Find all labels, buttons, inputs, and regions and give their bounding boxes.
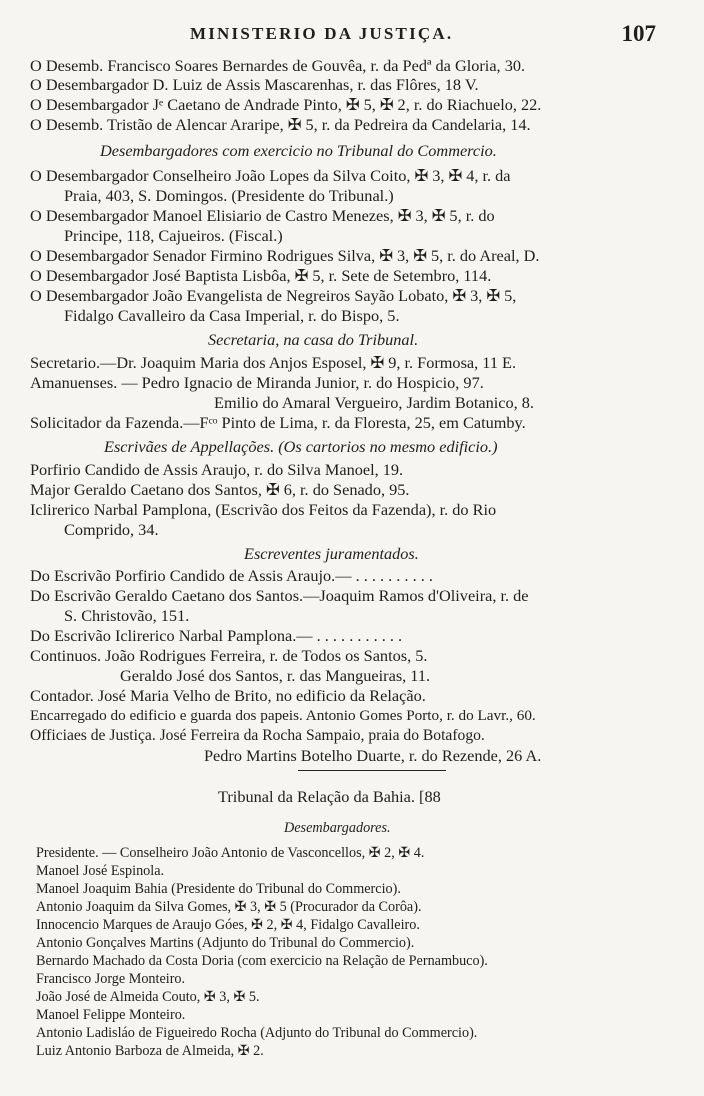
page-number: 107	[621, 21, 656, 46]
text-line: O Desemb. Tristão de Alencar Araripe, ✠ 5, r. da Pedreira da Candelaria, 14.	[30, 115, 531, 134]
text-line: O Desembargador José Baptista Lisbôa, ✠ 5, r. Sete de Setembro, 114.	[30, 266, 492, 285]
text-line: João José de Almeida Couto, ✠ 3, ✠ 5.	[36, 989, 260, 1005]
text-line: O Desembargador Manoel Elisiario de Castro Menezes, ✠ 3, ✠ 5, r. do	[30, 206, 495, 225]
text-line: Manoel José Espinola.	[36, 863, 165, 879]
text-line: Bernardo Machado da Costa Doria (com exercicio na Relação de Pernambuco).	[36, 953, 488, 969]
text-line: Amanuenses. — Pedro Ignacio de Miranda Junior, r. do Hospicio, 97.	[30, 373, 484, 392]
text-line: Praia, 403, S. Domingos. (Presidente do Tribunal.)	[64, 186, 394, 205]
section-heading: Escrivães de Appellações. (Os cartorios no mesmo edificio.)	[104, 437, 498, 456]
text-line: Geraldo José dos Santos, r. das Mangueiras, 11.	[120, 666, 431, 685]
section-heading: Desembargadores.	[284, 820, 391, 836]
text-line: O Desembargador Conselheiro João Lopes da Silva Coito, ✠ 3, ✠ 4, r. da	[30, 166, 511, 185]
text-line: Principe, 118, Cajueiros. (Fiscal.)	[64, 226, 283, 245]
header-title: MINISTERIO DA JUSTIÇA.	[190, 24, 454, 43]
text-line: Antonio Ladisláo de Figueiredo Rocha (Adjunto do Tribunal do Commercio).	[36, 1025, 478, 1041]
text-line: Continuos. João Rodrigues Ferreira, r. de Todos os Santos, 5.	[30, 646, 428, 665]
text-line: Do Escrivão Porfirio Candido de Assis Araujo.— . . . . . . . . . .	[30, 566, 433, 585]
text-line: O Desembargador João Evangelista de Negreiros Sayão Lobato, ✠ 3, ✠ 5,	[30, 286, 517, 305]
text-line: Do Escrivão Geraldo Caetano dos Santos.—Joaquim Ramos d'Oliveira, r. de	[30, 586, 529, 605]
section-heading: Escreventes juramentados.	[244, 544, 419, 563]
text-line: Antonio Gonçalves Martins (Adjunto do Tribunal do Commercio).	[36, 935, 415, 951]
text-line: Major Geraldo Caetano dos Santos, ✠ 6, r. do Senado, 95.	[30, 480, 410, 499]
text-line: Contador. José Maria Velho de Brito, no edificio da Relação.	[30, 686, 426, 705]
section-title: Tribunal da Relação da Bahia. [88	[218, 787, 441, 806]
text-line: Manoel Joaquim Bahia (Presidente do Tribunal do Commercio).	[36, 881, 401, 897]
text-line: Secretario.—Dr. Joaquim Maria dos Anjos Esposel, ✠ 9, r. Formosa, 11 E.	[30, 353, 517, 372]
text-line: Manoel Felippe Monteiro.	[36, 1007, 186, 1023]
section-divider	[298, 770, 446, 771]
text-line: O Desemb. Francisco Soares Bernardes de Gouvêa, r. da Pedª da Gloria, 30.	[30, 56, 526, 75]
text-line: S. Christovão, 151.	[64, 606, 190, 625]
text-line: O Desembargador D. Luiz de Assis Mascarenhas, r. das Flôres, 18 V.	[30, 75, 479, 94]
text-line: Francisco Jorge Monteiro.	[36, 971, 186, 987]
text-line: Comprido, 34.	[64, 520, 159, 539]
text-line: Innocencio Marques de Araujo Góes, ✠ 2, ✠ 4, Fidalgo Cavalleiro.	[36, 917, 420, 933]
text-line: Solicitador da Fazenda.—Fᶜᵒ Pinto de Lima, r. da Floresta, 25, em Catumby.	[30, 413, 526, 432]
text-line: Fidalgo Cavalleiro da Casa Imperial, r. do Bispo, 5.	[64, 306, 400, 325]
text-line: Presidente. — Conselheiro João Antonio de Vasconcellos, ✠ 2, ✠ 4.	[36, 845, 425, 861]
text-line: Officiaes de Justiça. José Ferreira da Rocha Sampaio, praia do Botafogo.	[30, 727, 485, 744]
text-line: Antonio Joaquim da Silva Gomes, ✠ 3, ✠ 5 (Procurador da Corôa).	[36, 899, 422, 915]
text-line: Do Escrivão Iclirerico Narbal Pamplona.— . . . . . . . . . . .	[30, 626, 403, 645]
text-line: O Desembargador Jᵉ Caetano de Andrade Pinto, ✠ 5, ✠ 2, r. do Riachuelo, 22.	[30, 95, 542, 114]
text-line: Luiz Antonio Barboza de Almeida, ✠ 2.	[36, 1043, 264, 1059]
text-line: O Desembargador Senador Firmino Rodrigues Silva, ✠ 3, ✠ 5, r. do Areal, D.	[30, 246, 540, 265]
section-heading: Secretaria, na casa do Tribunal.	[208, 330, 419, 349]
text-line: Encarregado do edificio e guarda dos papeis. Antonio Gomes Porto, r. do Lavr., 60.	[30, 707, 536, 724]
text-line: Pedro Martins Botelho Duarte, r. do Rezende, 26 A.	[204, 746, 542, 765]
text-line: Emilio do Amaral Vergueiro, Jardim Botanico, 8.	[214, 393, 534, 412]
text-line: Porfirio Candido de Assis Araujo, r. do Silva Manoel, 19.	[30, 460, 404, 479]
text-line: Iclirerico Narbal Pamplona, (Escrivão dos Feitos da Fazenda), r. do Rio	[30, 500, 497, 519]
section-heading: Desembargadores com exercicio no Tribunal do Commercio.	[100, 141, 497, 160]
running-header	[0, 21, 704, 50]
